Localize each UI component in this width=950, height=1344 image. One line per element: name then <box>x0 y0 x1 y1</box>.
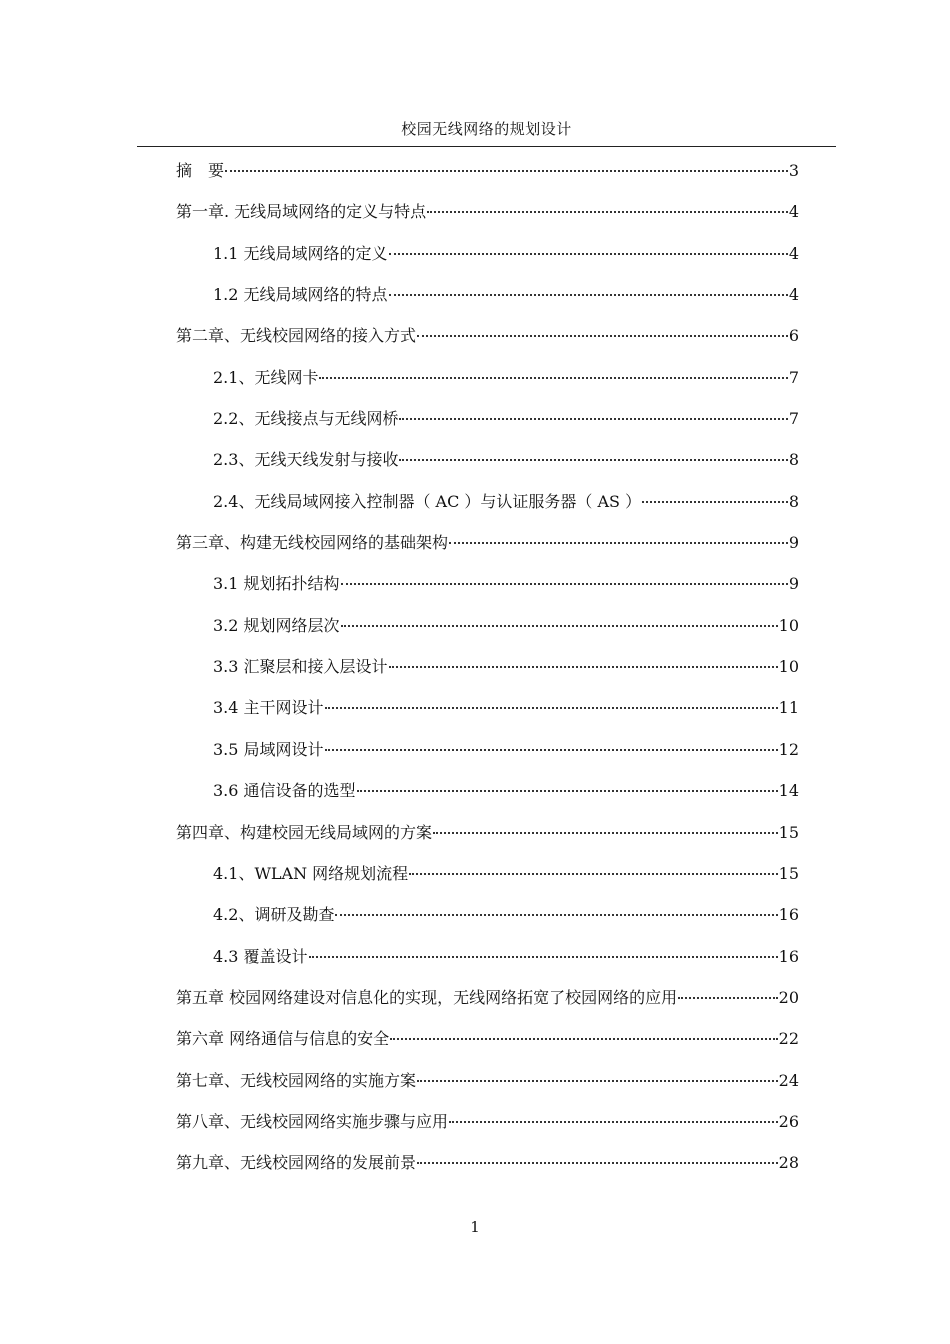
toc-entry-label: 1.1 无线局域网络的定义 <box>213 243 388 263</box>
toc-dot-leader <box>389 665 778 668</box>
toc-entry[interactable] <box>176 357 799 398</box>
toc-dot-leader <box>409 872 777 875</box>
toc-entry-label: 1.2 无线局域网络的特点 <box>213 285 388 305</box>
toc-dot-leader <box>357 789 778 792</box>
toc-entry[interactable] <box>176 439 799 480</box>
toc-entry-label: 2.2、无线接点与无线网桥 <box>213 409 399 429</box>
toc-dot-leader <box>309 955 778 958</box>
toc-entry-label: 3.6 通信设备的选型 <box>213 781 356 801</box>
toc-entry-page-number: 11 <box>778 698 799 718</box>
page-header-title: 校园无线网络的规划设计 <box>401 120 572 138</box>
toc-dot-leader <box>389 293 788 296</box>
toc-entry-label: 第五章 校园网络建设对信息化的实现，无线网络拓宽了校园网络的应用 <box>176 987 678 1007</box>
toc-entry-label: 2.1、无线网卡 <box>213 367 319 387</box>
toc-dot-leader <box>449 1120 778 1123</box>
toc-entry-page-number: 7 <box>788 409 799 429</box>
toc-entry[interactable] <box>176 894 799 935</box>
toc-entry[interactable] <box>176 233 799 274</box>
toc-dot-leader <box>399 417 787 420</box>
toc-entry[interactable] <box>176 274 799 315</box>
toc-entry[interactable] <box>176 729 799 770</box>
toc-entry[interactable] <box>176 563 799 604</box>
toc-entry[interactable] <box>176 522 799 563</box>
toc-entry[interactable] <box>176 687 799 728</box>
toc-entry-label: 3.4 主干网设计 <box>213 698 324 718</box>
toc-entry-page-number: 22 <box>778 1029 799 1049</box>
toc-entry-page-number: 16 <box>778 905 799 925</box>
toc-dot-leader <box>325 706 778 709</box>
toc-entry-label: 第六章 网络通信与信息的安全 <box>176 1029 390 1049</box>
toc-dot-leader <box>399 458 787 461</box>
toc-entry-page-number: 3 <box>788 161 799 180</box>
toc-entry[interactable] <box>176 1101 799 1142</box>
toc-entry[interactable] <box>176 191 799 232</box>
toc-entry-label: 第七章、无线校园网络的实施方案 <box>176 1070 417 1090</box>
toc-entry-page-number: 10 <box>778 615 799 635</box>
toc-entry-page-number: 6 <box>788 326 799 346</box>
toc-entry-page-number: 8 <box>788 491 799 511</box>
toc-dot-leader <box>433 831 778 834</box>
toc-dot-leader <box>678 996 778 999</box>
toc-entry-page-number: 4 <box>788 285 799 305</box>
toc-entry-label: 2.4、无线局域网接入控制器（ AC ）与认证服务器（ AS ） <box>213 491 642 511</box>
toc-entry-page-number: 8 <box>788 450 799 470</box>
toc-entry[interactable] <box>176 646 799 687</box>
toc-dot-leader <box>449 541 788 544</box>
toc-entry-label: 摘 要 <box>176 161 225 180</box>
toc-entry[interactable] <box>176 977 799 1018</box>
toc-entry-label: 第九章、无线校园网络的发展前景 <box>176 1153 417 1173</box>
toc-entry-page-number: 26 <box>778 1111 799 1131</box>
toc-entry[interactable] <box>176 481 799 522</box>
toc-entry-page-number: 4 <box>788 243 799 263</box>
header-rule <box>137 146 836 147</box>
toc-entry-page-number: 28 <box>778 1153 799 1173</box>
page-number: 1 <box>470 1218 480 1236</box>
toc-entry-label: 第三章、构建无线校园网络的基础架构 <box>176 533 449 553</box>
toc-entry-label: 4.3 覆盖设计 <box>213 946 308 966</box>
toc-dot-leader <box>225 169 788 172</box>
toc-entry-label: 第八章、无线校园网络实施步骤与应用 <box>176 1111 449 1131</box>
toc-entry-page-number: 7 <box>788 367 799 387</box>
toc-entry-label: 2.3、无线天线发射与接收 <box>213 450 399 470</box>
toc-entry[interactable] <box>176 1142 799 1183</box>
toc-entry-page-number: 10 <box>778 657 799 677</box>
toc-entry-page-number: 4 <box>788 202 799 222</box>
toc-dot-leader <box>417 334 788 337</box>
toc-entry-label: 4.2、调研及勘查 <box>213 905 335 925</box>
toc-dot-leader <box>335 913 777 916</box>
toc-entry-label: 3.1 规划拓扑结构 <box>213 574 340 594</box>
toc-entry[interactable] <box>176 1060 799 1101</box>
toc-entry-page-number: 16 <box>778 946 799 966</box>
toc-entry-page-number: 15 <box>778 822 799 842</box>
toc-entry-label: 4.1、WLAN 网络规划流程 <box>213 863 409 883</box>
toc-entry-page-number: 15 <box>778 863 799 883</box>
toc-entry-page-number: 9 <box>788 574 799 594</box>
toc-dot-leader <box>417 1161 778 1164</box>
toc-entry[interactable] <box>176 315 799 356</box>
table-of-contents <box>176 150 799 1184</box>
toc-entry[interactable] <box>176 812 799 853</box>
toc-dot-leader <box>642 500 788 503</box>
toc-entry[interactable] <box>176 853 799 894</box>
toc-entry-page-number: 9 <box>788 533 799 553</box>
toc-entry-label: 3.2 规划网络层次 <box>213 615 340 635</box>
toc-entry[interactable] <box>176 605 799 646</box>
toc-dot-leader <box>341 624 778 627</box>
toc-entry[interactable] <box>176 150 799 191</box>
toc-entry-page-number: 20 <box>778 987 799 1007</box>
toc-dot-leader <box>325 748 778 751</box>
toc-entry-label: 3.3 汇聚层和接入层设计 <box>213 657 388 677</box>
toc-dot-leader <box>341 582 788 585</box>
toc-entry[interactable] <box>176 770 799 811</box>
toc-dot-leader <box>427 210 788 213</box>
toc-entry-label: 3.5 局域网设计 <box>213 739 324 759</box>
toc-entry[interactable] <box>176 936 799 977</box>
toc-dot-leader <box>390 1037 778 1040</box>
toc-entry-page-number: 24 <box>778 1070 799 1090</box>
toc-dot-leader <box>319 376 787 379</box>
toc-entry[interactable] <box>176 1018 799 1059</box>
toc-entry-page-number: 14 <box>778 781 799 801</box>
toc-entry[interactable] <box>176 398 799 439</box>
toc-dot-leader <box>389 252 788 255</box>
toc-entry-label: 第一章. 无线局域网络的定义与特点 <box>176 202 427 222</box>
toc-entry-page-number: 12 <box>778 739 799 759</box>
toc-entry-label: 第四章、构建校园无线局域网的方案 <box>176 822 433 842</box>
toc-dot-leader <box>417 1079 778 1082</box>
toc-entry-label: 第二章、无线校园网络的接入方式 <box>176 326 417 346</box>
